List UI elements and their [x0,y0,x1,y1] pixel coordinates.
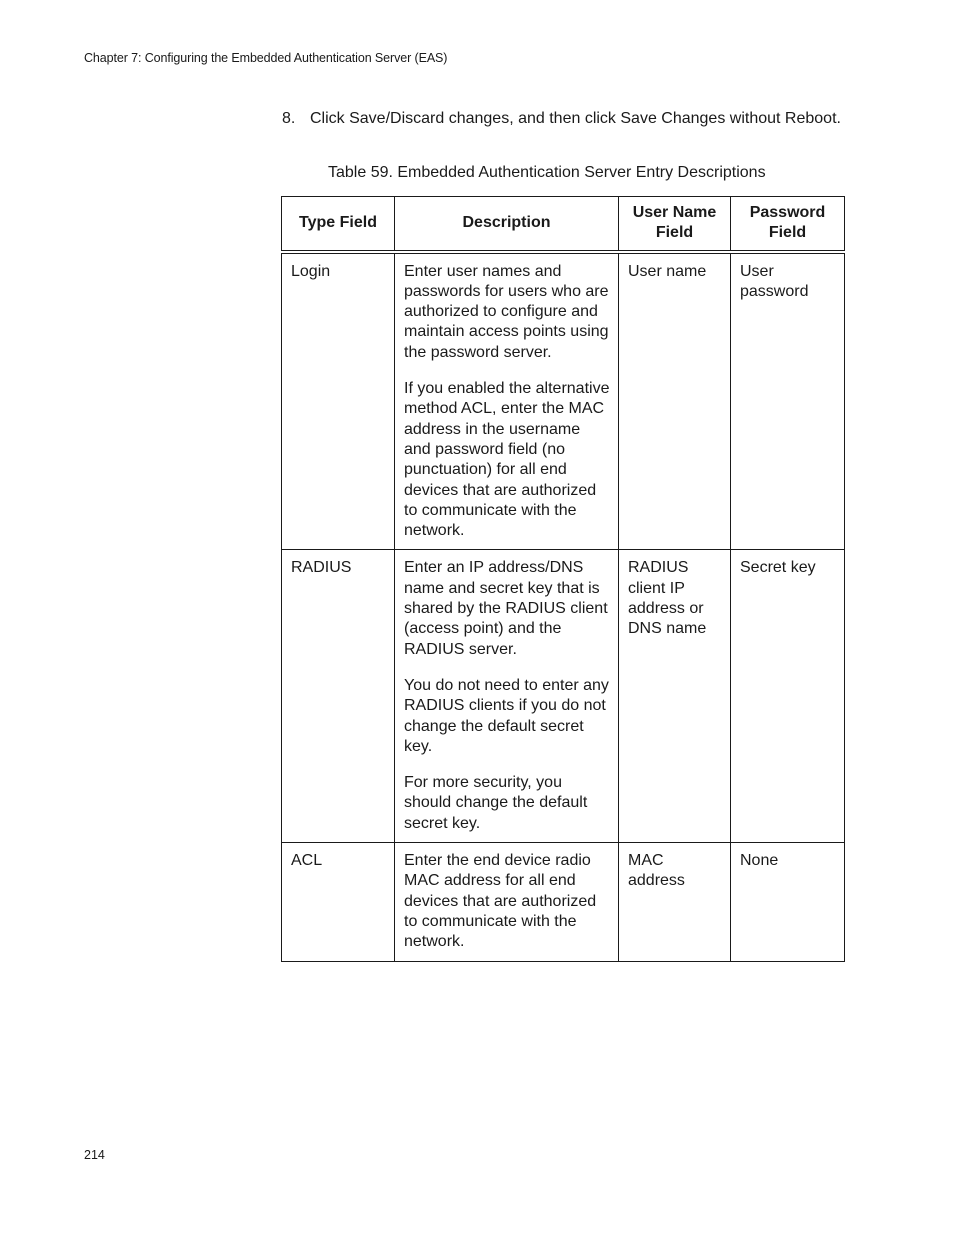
cell-type: ACL [282,843,395,961]
description-paragraph: For more security, you should change the default secret key. [404,774,588,832]
table-caption: Table 59. Embedded Authentication Server Entry Descriptions [328,164,766,181]
column-header-user-name-field: User Name Field [619,197,731,252]
table-header-row [282,197,845,252]
description-paragraph: You do not need to enter any RADIUS clients if you do not change the default secret key. [404,676,609,755]
column-header-description: Description [395,197,619,252]
step-number: 8. [282,110,296,127]
table-row-login [282,252,845,550]
cell-user-name: RADIUS client IP address or DNS name [619,550,731,843]
cell-description [395,252,619,550]
cell-type: RADIUS [282,550,395,843]
page-number: 214 [84,1148,105,1162]
cell-description [395,550,619,843]
step-text: Click Save/Discard changes, and then click Save Changes without Reboot. [310,110,841,127]
description-paragraph: If you enabled the alternative method ACL, enter the MAC address in the username and password field (no punctuation) for all end devices that are authorized to communicate with the network. [404,380,610,540]
cell-description [395,843,619,961]
table-row-radius [282,550,845,843]
cell-password: Secret key [731,550,845,843]
eas-entry-table [281,196,845,962]
running-header: Chapter 7: Configuring the Embedded Authentication Server (EAS) [84,51,448,65]
description-paragraph: Enter user names and passwords for users who are authorized to configure and maintain access points using the password server. [404,262,609,361]
description-paragraph: Enter the end device radio MAC address for all end devices that are authorized to communicate with the network. [404,852,597,951]
step-8 [282,108,842,129]
cell-user-name: MAC address [619,843,731,961]
column-header-type-field: Type Field [282,197,395,252]
table-row-acl [282,843,845,961]
cell-user-name: User name [619,252,731,550]
cell-password: User password [731,252,845,550]
description-paragraph: Enter an IP address/DNS name and secret key that is shared by the RADIUS client (access point) and the RADIUS server. [404,559,608,658]
cell-password: None [731,843,845,961]
column-header-password-field: Password Field [731,197,845,252]
cell-type: Login [282,252,395,550]
